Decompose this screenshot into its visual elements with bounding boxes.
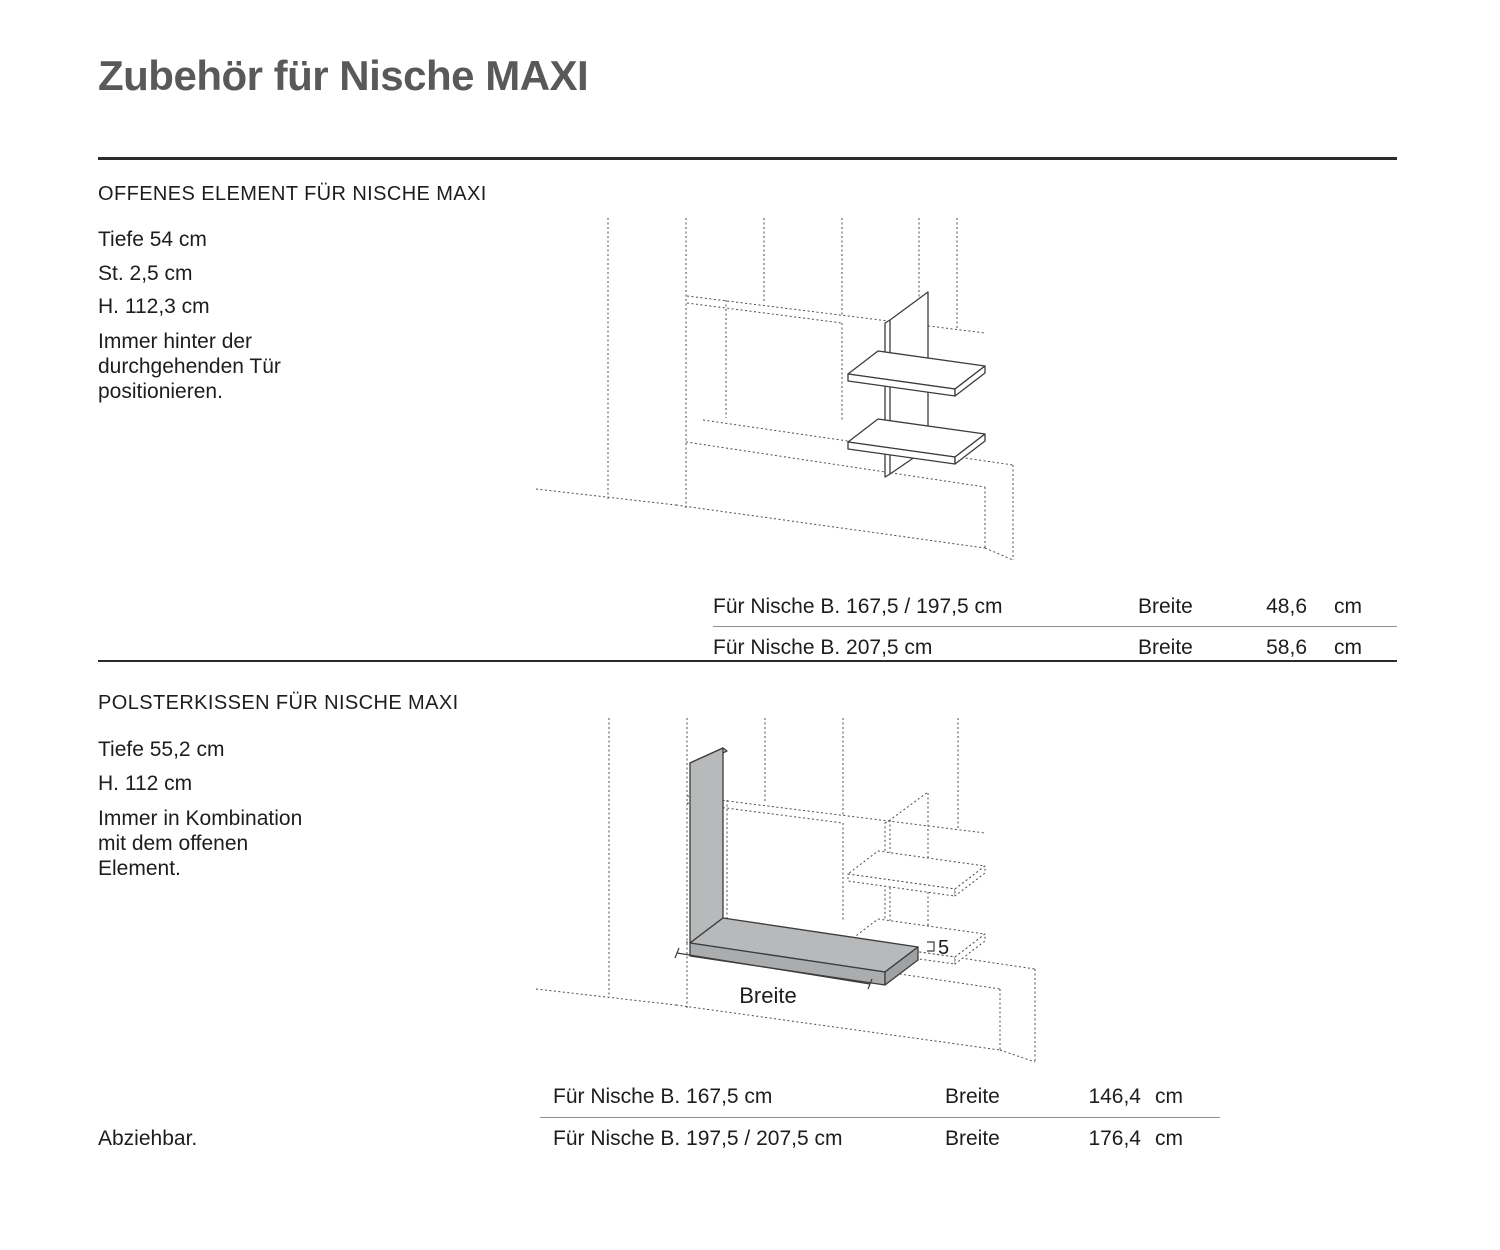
section2-spec-depth: Tiefe 55,2 cm — [98, 738, 225, 761]
table1-row2-value: 58,6 — [1266, 636, 1307, 659]
table1-row1-unit: cm — [1334, 595, 1362, 618]
thickness-label: 5 — [938, 937, 950, 959]
section1-spec-thickness: St. 2,5 cm — [98, 262, 193, 285]
breite-label: Breite — [739, 983, 797, 1008]
page-title: Zubehör für Nische MAXI — [98, 52, 589, 99]
table1-row1-dim: Breite — [1138, 595, 1193, 618]
cushion-drawing — [530, 690, 1050, 1090]
table2-row1-dim: Breite — [945, 1085, 1000, 1108]
open-element-solid — [848, 292, 985, 477]
table2-row2-label: Für Nische B. 197,5 / 207,5 cm — [553, 1127, 843, 1150]
table1-row-separator — [713, 626, 1397, 627]
table2-row1-value: 146,4 — [1088, 1085, 1141, 1108]
table1-row1-label: Für Nische B. 167,5 / 197,5 cm — [713, 595, 1003, 618]
section2-note: Immer in Kombination mit dem offenen Element. — [98, 807, 303, 880]
table2-row1-label: Für Nische B. 167,5 cm — [553, 1085, 773, 1108]
table1-row2-unit: cm — [1334, 636, 1362, 659]
table2-row2-dim: Breite — [945, 1127, 1000, 1150]
section2-spec-height: H. 112 cm — [98, 772, 193, 795]
section1-note: Immer hinter der durchgehenden Tür positionieren. — [98, 330, 281, 403]
section2-header: POLSTERKISSEN FÜR NISCHE MAXI — [98, 692, 459, 714]
table1-row2-label: Für Nische B. 207,5 cm — [713, 636, 933, 659]
table1-row2-dim: Breite — [1138, 636, 1193, 659]
diagram-open-element — [530, 190, 1030, 590]
section1-spec-depth: Tiefe 54 cm — [98, 228, 207, 251]
table2-row2-unit: cm — [1155, 1127, 1183, 1150]
section1-header: OFFENES ELEMENT FÜR NISCHE MAXI — [98, 183, 487, 205]
table2-row-separator — [540, 1117, 1220, 1118]
section1-spec-height: H. 112,3 cm — [98, 295, 210, 318]
table2-row2-value: 176,4 — [1088, 1127, 1141, 1150]
diagram-cushion — [530, 690, 1050, 1090]
section2-footnote: Abziehbar. — [98, 1127, 198, 1150]
table2-row1-unit: cm — [1155, 1085, 1183, 1108]
table1-row1-value: 48,6 — [1266, 595, 1307, 618]
open-element-drawing — [530, 190, 1030, 590]
section-divider-middle — [98, 660, 1397, 662]
section-divider-top — [98, 157, 1397, 160]
